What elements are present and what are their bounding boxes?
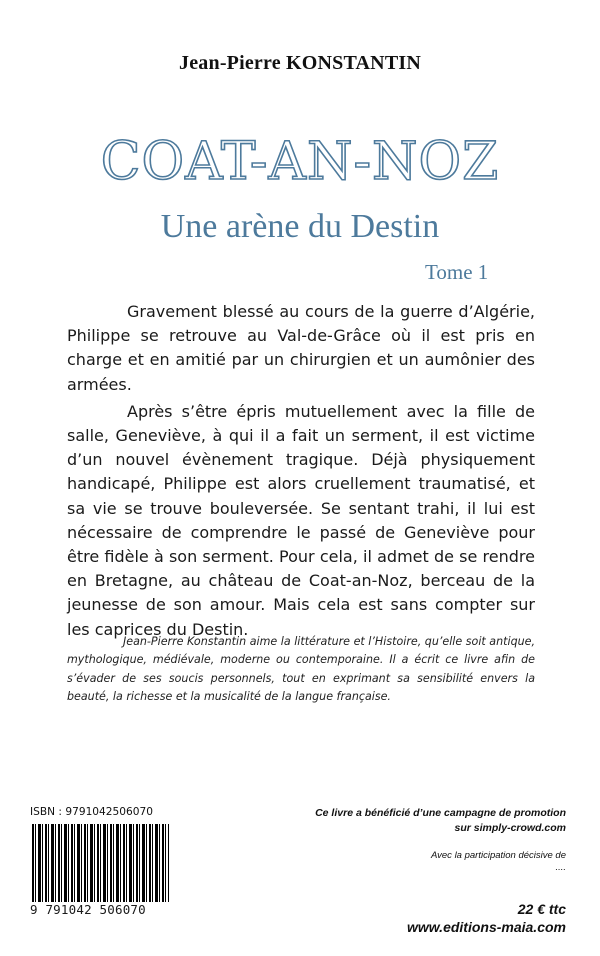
publisher-info <box>286 806 566 936</box>
volume-label: Tome 1 <box>425 260 489 284</box>
barcode-digits: 9 791042 506070 <box>30 902 171 917</box>
barcode-block <box>30 806 171 920</box>
participation-note: Avec la participation décisive de <box>430 850 566 861</box>
book-title: COAT-AN-NOZ <box>100 132 500 192</box>
publisher-website: www.editions-maia.com <box>407 919 566 935</box>
blurb-paragraph: Gravement blessé au cours de la guerre d’Algérie, Philippe se retrouve au Val-de-Grâce où il est pris en charge et en amitié par un chirurgien et un aumônier des armées. <box>67 302 535 394</box>
price: 22 € ttc <box>517 901 566 917</box>
participation-dots: .... <box>555 862 566 873</box>
blurb <box>67 300 535 642</box>
book-subtitle: Une arène du Destin <box>160 208 440 245</box>
isbn-label: ISBN : 9791042506070 <box>30 806 153 818</box>
promo-line: sur simply-crowd.com <box>454 822 566 834</box>
barcode-icon <box>32 824 169 904</box>
blurb-paragraph: Après s’être épris mutuellement avec la fille de salle, Geneviève, à qui il a fait un serment, il est victime d’un nouvel évènement tragique. Déjà physiquement handicapé, Philippe est alors cruellement traumatisé, et sa vie se trouve bouleversée. Se sentant trahi, il lui est nécessaire de comprendre le passé de Geneviève pour être fidèle à son serment. Pour cela, il admet de se rendre en Bretagne, au château de Coat-an-Noz, berceau de la jeunesse de son amour. Mais cela est sans compter sur les caprices du Destin. <box>67 401 535 639</box>
author-bio: Jean-Pierre Konstantin aime la littérature et l’Histoire, qu’elle soit antique, mythologique, médiévale, moderne ou contemporaine. Il a écrit ce livre afin de s’évader de ses soucis personnels, tout en exprimant sa sensibilité envers la beauté, la richesse et la musicalité de la langue française. <box>67 635 535 703</box>
promo-line: Ce livre a bénéficié d’une campagne de promotion <box>315 807 566 819</box>
author-name: Jean-Pierre KONSTANTIN <box>179 52 421 74</box>
